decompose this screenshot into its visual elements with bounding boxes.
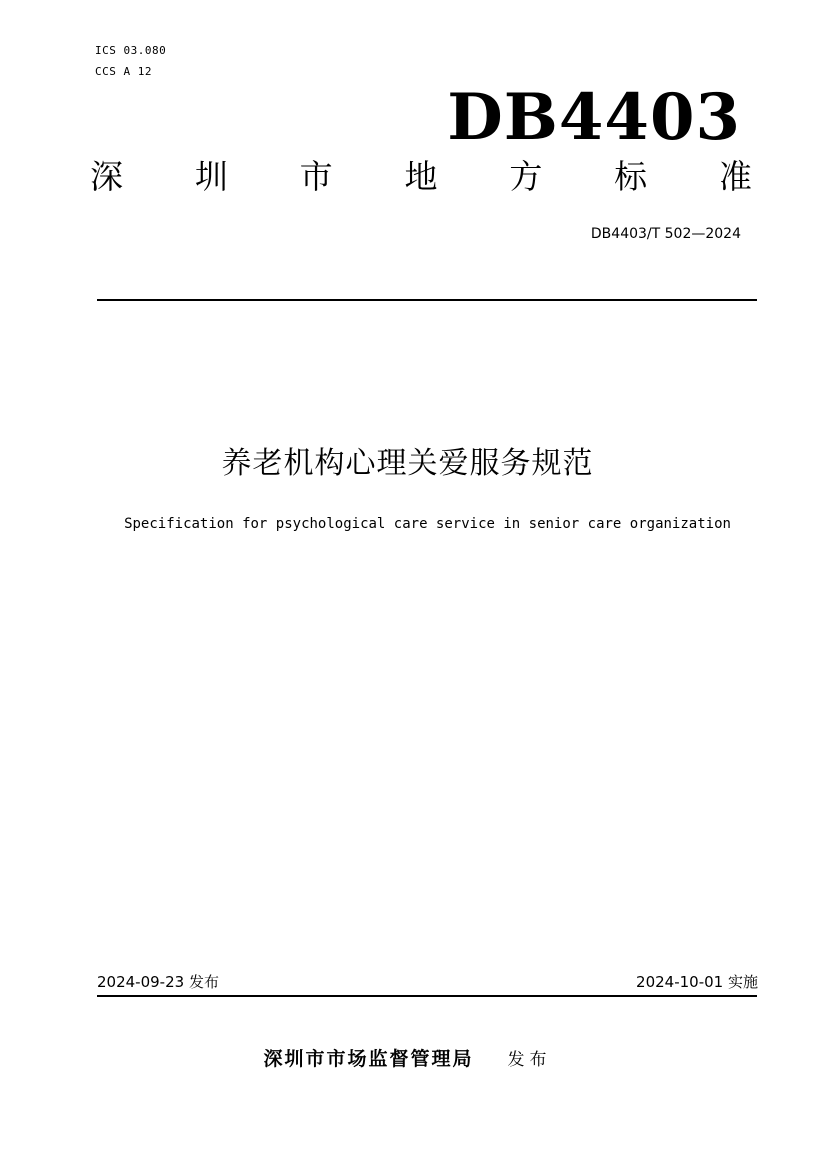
bottom-divider <box>97 995 757 997</box>
classification-codes <box>95 40 166 82</box>
title-english: Specification for psychological care service in senior care organization <box>124 516 731 532</box>
top-divider <box>97 299 757 301</box>
standard-type-char: 标 <box>614 157 648 196</box>
standard-type-char: 地 <box>404 157 438 196</box>
standard-type-char: 方 <box>509 157 543 196</box>
publisher-line <box>0 1044 815 1075</box>
effective-date: 2024-10-01 实施 <box>636 973 758 991</box>
ccs-code: CCS A 12 <box>95 65 152 78</box>
standard-type-char: 准 <box>718 157 752 196</box>
publisher-action: 发布 <box>507 1050 552 1070</box>
publisher-name: 深圳市市场监督管理局 <box>263 1048 474 1070</box>
document-number: DB4403/T 502—2024 <box>590 226 741 242</box>
standard-code: DB4403 <box>447 80 741 155</box>
standard-type-char: 深 <box>90 157 123 196</box>
standard-type-char: 市 <box>299 157 333 196</box>
standard-type-char: 圳 <box>194 157 228 196</box>
title-chinese: 养老机构心理关爱服务规范 <box>221 446 594 481</box>
standard-type-heading <box>90 155 752 199</box>
release-date: 2024-09-23 发布 <box>97 973 219 991</box>
ics-code: ICS 03.080 <box>95 44 167 57</box>
